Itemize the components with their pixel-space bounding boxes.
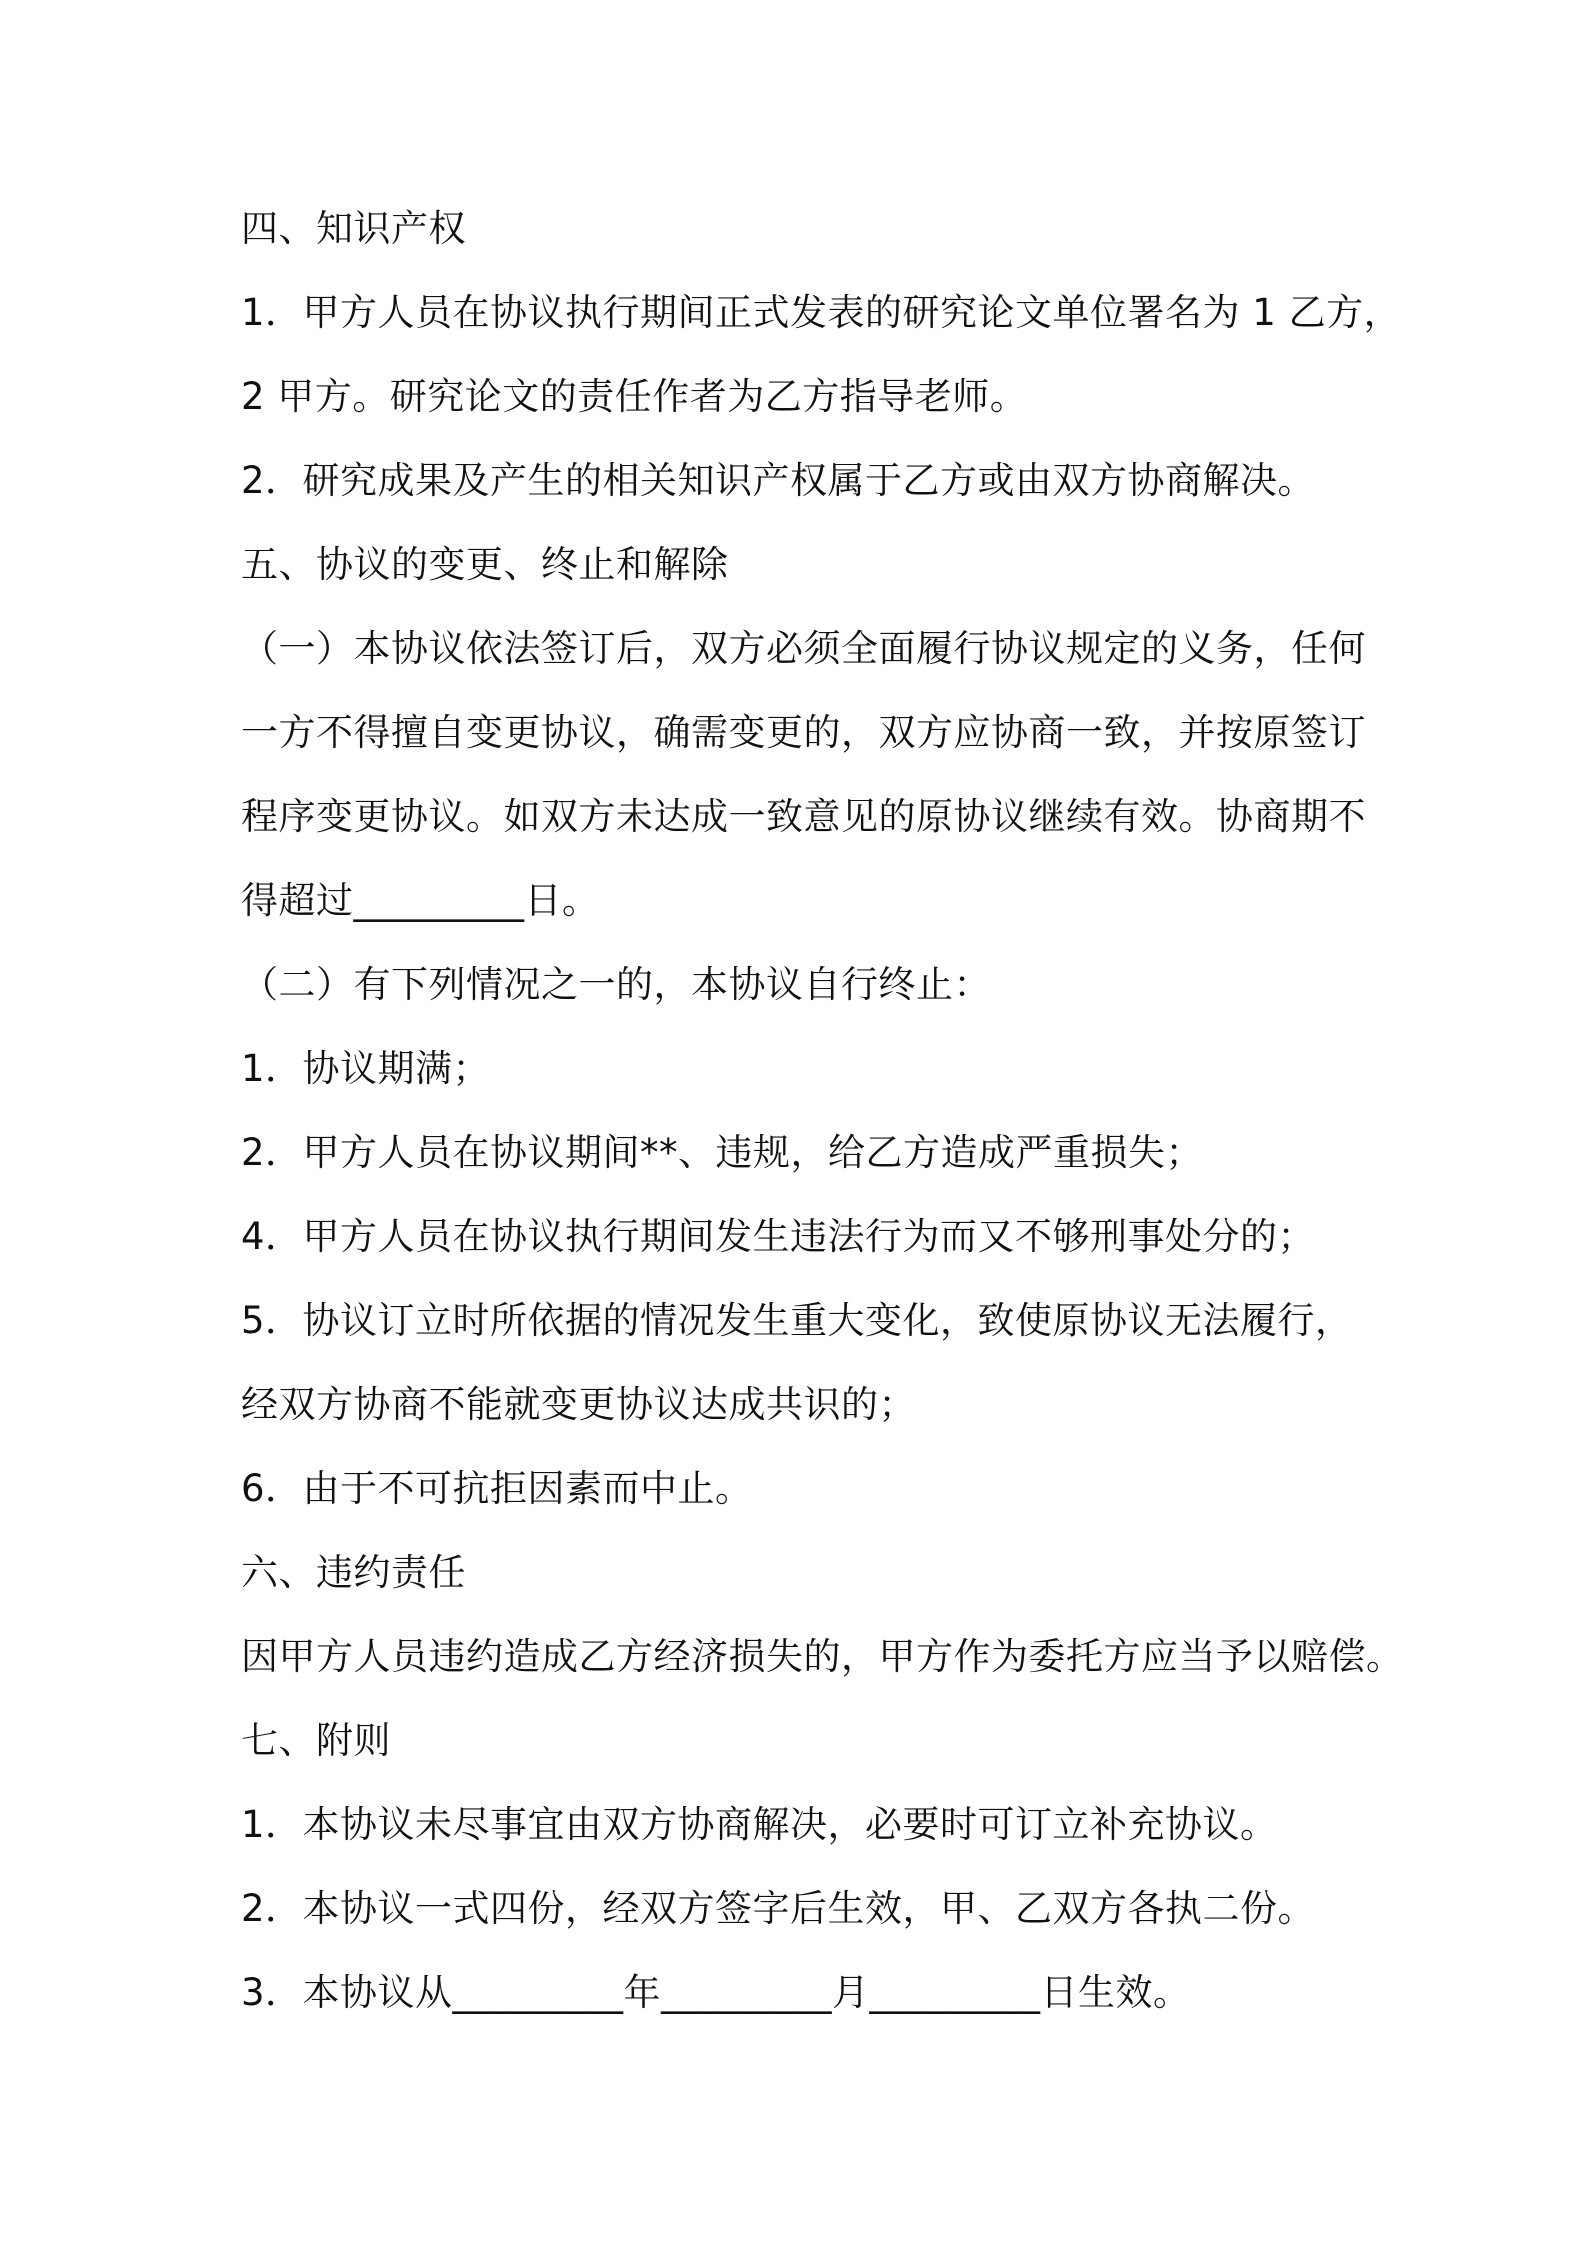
paragraph-line: 一方不得擅自变更协议，确需变更的，双方应协商一致，并按原签订 bbox=[241, 711, 1366, 754]
section-heading-liability: 六、违约责任 bbox=[241, 1551, 466, 1594]
paragraph-line: 因甲方人员违约造成乙方经济损失的，甲方作为委托方应当予以赔偿。 bbox=[241, 1635, 1404, 1678]
paragraph-line: 程序变更协议。如双方未达成一致意见的原协议继续有效。协商期不 bbox=[241, 795, 1366, 838]
paragraph-line: 2 甲方。研究论文的责任作者为乙方指导老师。 bbox=[241, 375, 1028, 418]
list-item: 2．甲方人员在协议期间**、违规，给乙方造成严重损失； bbox=[241, 1131, 1204, 1174]
list-item-continuation: 经双方协商不能就变更协议达成共识的； bbox=[241, 1383, 916, 1426]
section-heading-change-termination: 五、协议的变更、终止和解除 bbox=[241, 543, 729, 586]
list-item: 4．甲方人员在协议执行期间发生违法行为而又不够刑事处分的； bbox=[241, 1215, 1316, 1258]
list-item: 6．由于不可抗拒因素而中止。 bbox=[241, 1467, 753, 1510]
list-item: 1．协议期满； bbox=[241, 1047, 491, 1090]
list-item: 5．协议订立时所依据的情况发生重大变化，致使原协议无法履行， bbox=[241, 1299, 1353, 1342]
paragraph-line: （一）本协议依法签订后，双方必须全面履行协议规定的义务，任何 bbox=[241, 627, 1366, 670]
paragraph-line: 2．研究成果及产生的相关知识产权属于乙方或由双方协商解决。 bbox=[241, 459, 1316, 502]
section-heading-supplementary: 七、附则 bbox=[241, 1719, 391, 1762]
list-item: 3．本协议从_________年_________月_________日生效。 bbox=[241, 1971, 1191, 2014]
paragraph-line: 得超过_________日。 bbox=[241, 879, 600, 922]
paragraph-line: 1．甲方人员在协议执行期间正式发表的研究论文单位署名为 1 乙方， bbox=[241, 291, 1402, 334]
paragraph-line: （二）有下列情况之一的，本协议自行终止： bbox=[241, 963, 991, 1006]
list-item: 2．本协议一式四份，经双方签字后生效，甲、乙双方各执二份。 bbox=[241, 1887, 1316, 1930]
list-item: 1．本协议未尽事宜由双方协商解决，必要时可订立补充协议。 bbox=[241, 1803, 1278, 1846]
section-heading-intellectual-property: 四、知识产权 bbox=[241, 207, 466, 250]
